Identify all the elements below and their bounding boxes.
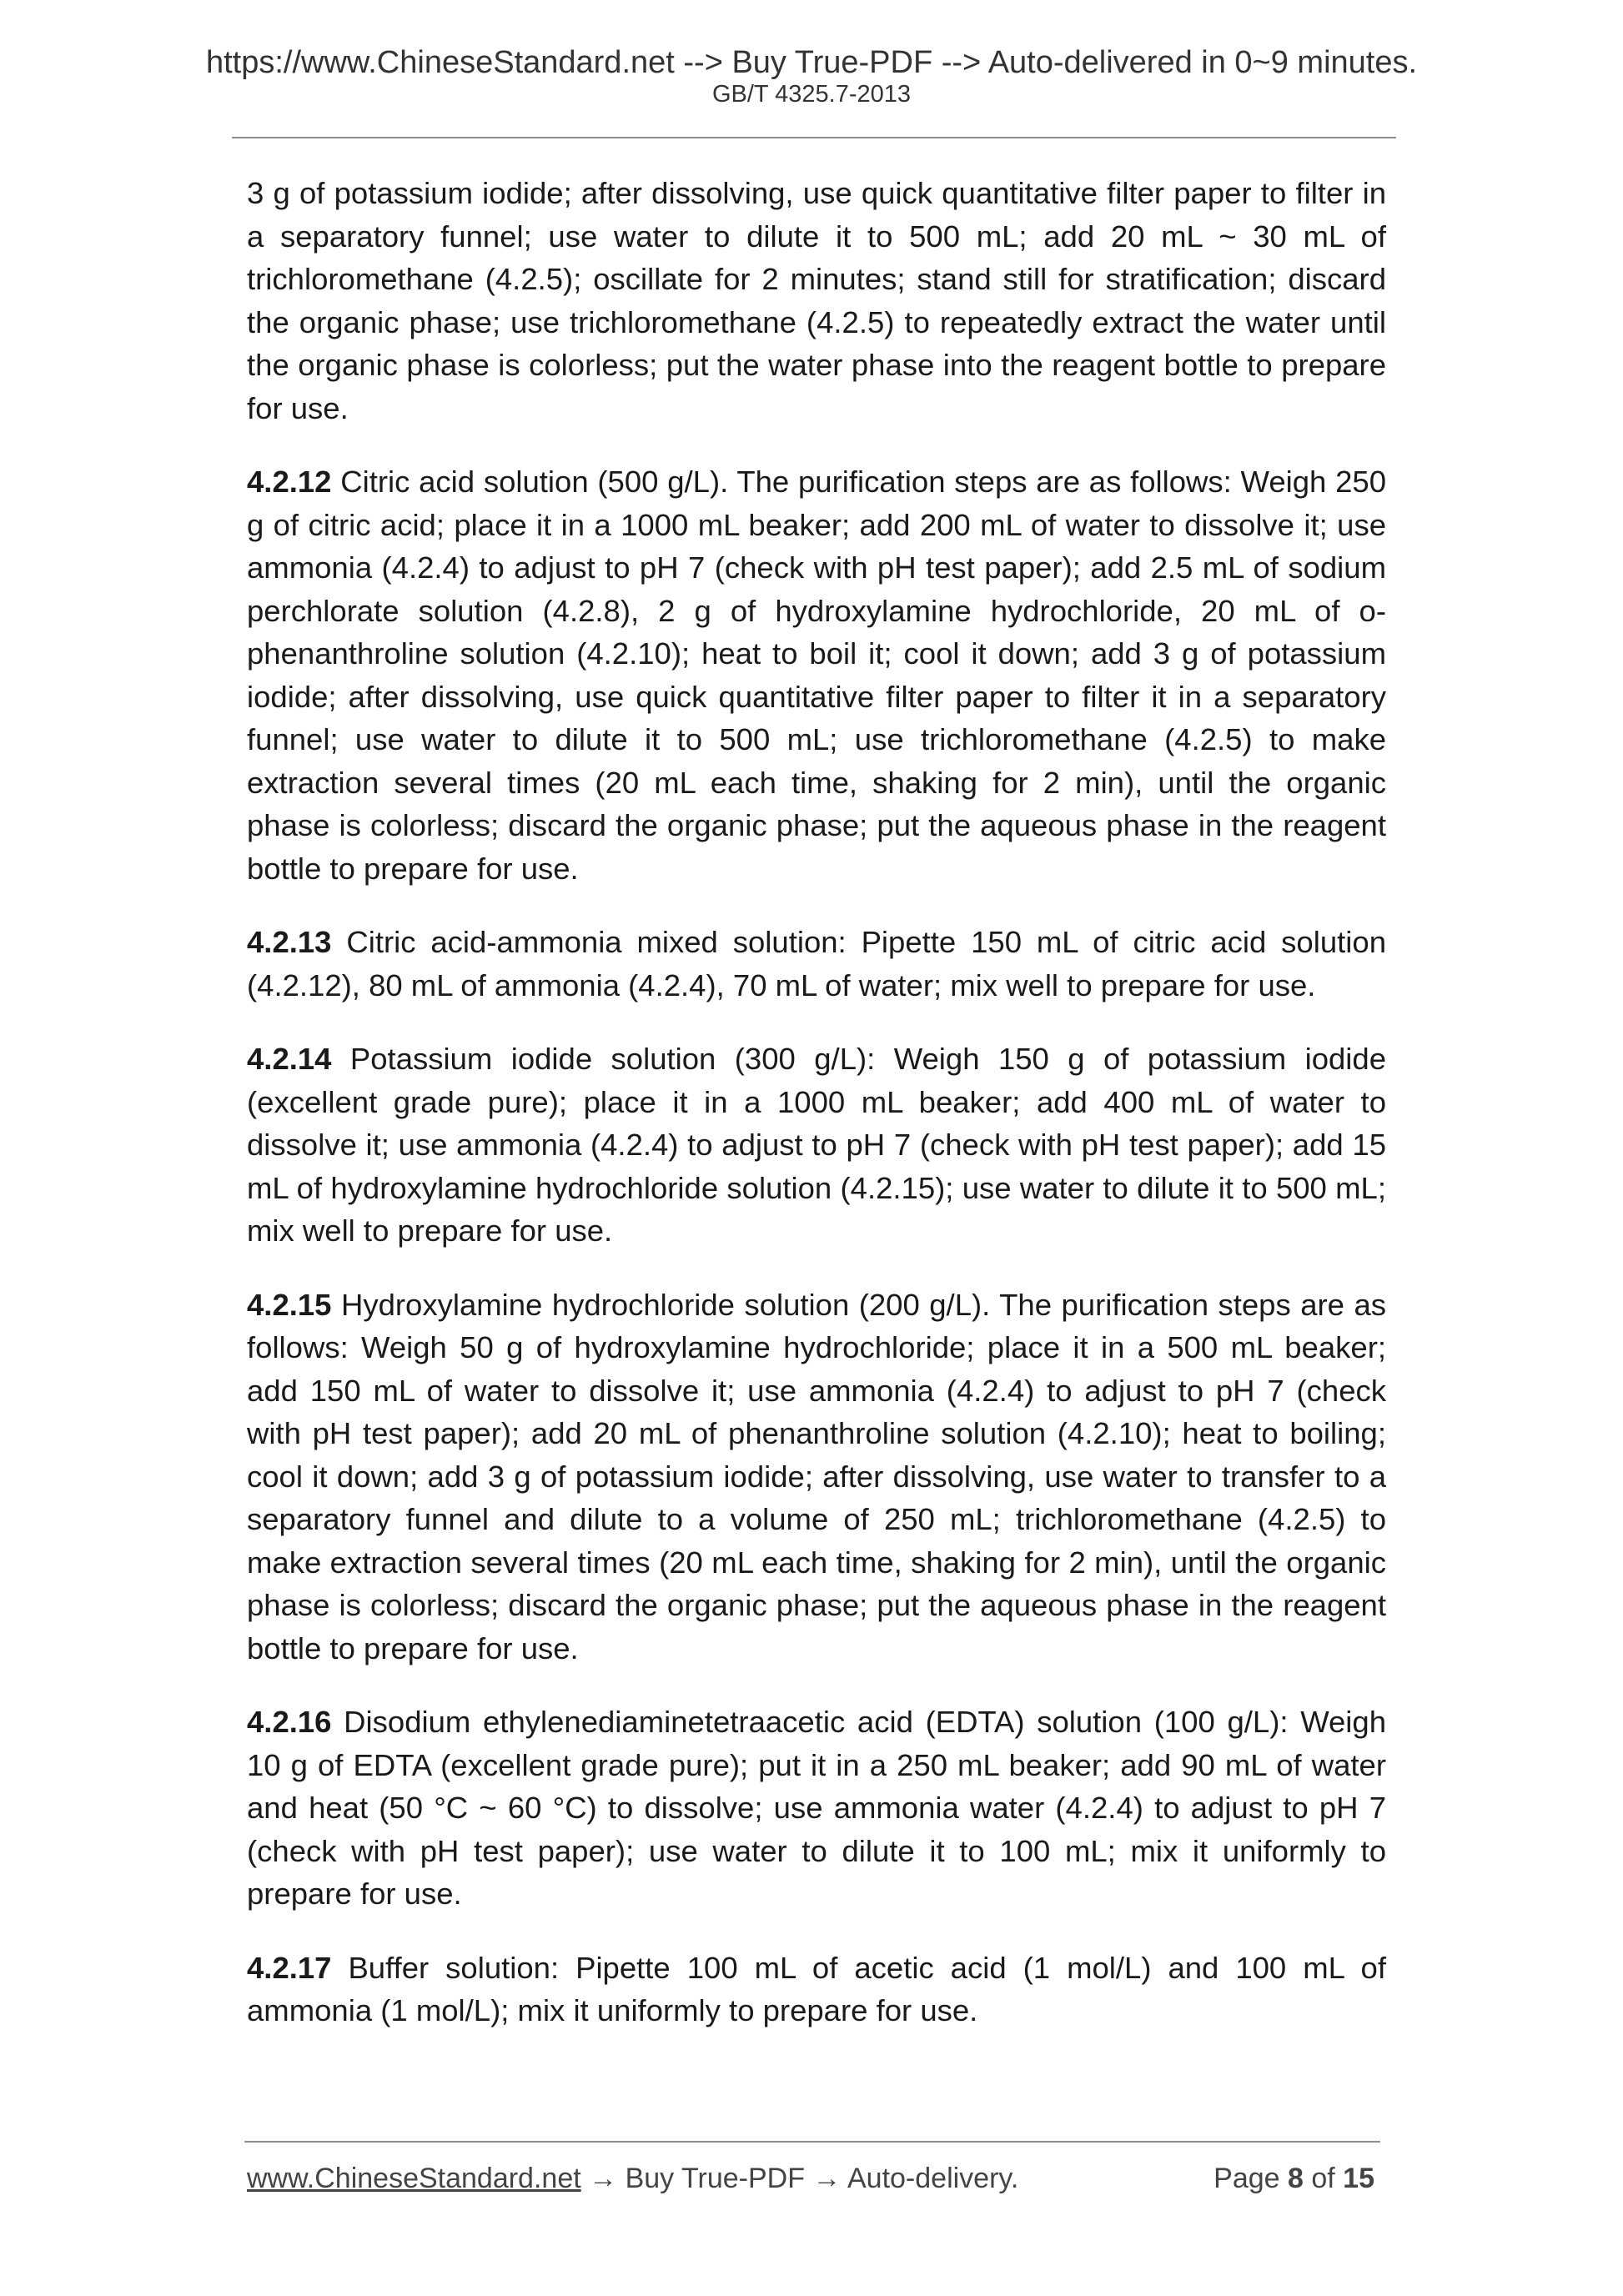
clause-number: 4.2.14 xyxy=(247,1042,332,1076)
paragraph-text: Disodium ethylenediaminetetraacetic acid (EDTA) solution (100 g/L): Weigh 10 g of EDTA (excellent grade pure); put it in a 250 mL beaker; add 90 mL of water and heat (50 °C ~ 60 °C) to dissolve; use ammonia water (4.2.4) to adjust to pH 7 (check with pH test paper); use water to dilute it to 100 mL; mix it uniformly to prepare for use. xyxy=(247,1705,1386,1911)
website-link[interactable]: www.ChineseStandard.net xyxy=(247,2163,581,2194)
footer-divider xyxy=(244,2141,1380,2143)
paragraph-4-2-13 xyxy=(247,921,1386,1007)
paragraph-text: 3 g of potassium iodide; after dissolving, use quick quantitative filter paper to filter in a separatory funnel; use water to dilute it to 500 mL; add 20 mL ~ 30 mL of trichloromethane (4.2.5); oscillate for 2 minutes; stand still for stratification; discard the organic phase; use trichloromethane (4.2.5) to repeatedly extract the water until the organic phase is colorless; put the water phase into the reagent bottle to prepare for use. xyxy=(247,176,1386,425)
clause-number: 4.2.15 xyxy=(247,1287,332,1322)
document-body xyxy=(247,172,1386,2063)
paragraph-continuation xyxy=(247,172,1386,430)
paragraph-4-2-12 xyxy=(247,460,1386,890)
paragraph-text: Citric acid-ammonia mixed solution: Pipette 150 mL of citric acid solution (4.2.12), 80 mL of ammonia (4.2.4), 70 mL of water; mix well to prepare for use. xyxy=(247,925,1386,1002)
paragraph-text: Citric acid solution (500 g/L). The purification steps are as follows: Weigh 250 g of citric acid; place it in a 1000 mL beaker; add 200 mL of water to dissolve it; use ammonia (4.2.4) to adjust to pH 7 (check with pH test paper); add 2.5 mL of sodium perchlorate solution (4.2.8), 2 g of hydroxylamine hydrochloride, 20 mL of o-phenanthroline solution (4.2.10); heat to boil it; cool it down; add 3 g of potassium iodide; after dissolving, use quick quantitative filter paper to filter it in a separatory funnel; use water to dilute it to 500 mL; use trichloromethane (4.2.5) to make extraction several times (20 mL each time, shaking for 2 min), until the organic phase is colorless; discard the organic phase; put the aqueous phase in the reagent bottle to prepare for use. xyxy=(247,465,1386,886)
paragraph-text: Hydroxylamine hydrochloride solution (200 g/L). The purification steps are as follows: Weigh 50 g of hydroxylamine hydrochloride; place it in a 500 mL beaker; add 150 mL of water to dissolve it; use ammonia (4.2.4) to adjust to pH 7 (check with pH test paper); add 20 mL of phenanthroline solution (4.2.10); heat to boiling; cool it down; add 3 g of potassium iodide; after dissolving, use water to transfer to a separatory funnel and dilute to a volume of 250 mL; trichloromethane (4.2.5) to make extraction several times (20 mL each time, shaking for 2 min), until the organic phase is colorless; discard the organic phase; put the aqueous phase in the reagent bottle to prepare for use. xyxy=(247,1287,1386,1665)
clause-number: 4.2.13 xyxy=(247,925,332,959)
clause-number: 4.2.12 xyxy=(247,465,332,499)
document-code: GB/T 4325.7-2013 xyxy=(711,81,912,108)
paragraph-4-2-17 xyxy=(247,1947,1386,2032)
paragraph-4-2-14 xyxy=(247,1037,1386,1253)
clause-number: 4.2.16 xyxy=(247,1705,332,1739)
page-number: 8 xyxy=(1288,2163,1304,2194)
top-banner: https://www.ChineseStandard.net --> Buy True-PDF --> Auto-delivered in 0~9 minutes. xyxy=(205,45,1418,80)
footer-tagline: → Buy True-PDF → Auto-delivery. xyxy=(580,2163,1019,2194)
page-total: 15 xyxy=(1343,2163,1374,2194)
paragraph-text: Buffer solution: Pipette 100 mL of acetic acid (1 mol/L) and 100 mL of ammonia (1 mol/L); mix it uniformly to prepare for use. xyxy=(247,1950,1386,2027)
paragraph-4-2-16 xyxy=(247,1701,1386,1916)
footer-promo xyxy=(247,2160,1018,2197)
page-indicator xyxy=(1213,2160,1374,2197)
clause-number: 4.2.17 xyxy=(247,1950,332,1985)
header-divider xyxy=(232,137,1396,138)
page-footer xyxy=(247,2160,1381,2197)
paragraph-4-2-15 xyxy=(247,1284,1386,1671)
page-label: Page xyxy=(1213,2163,1288,2194)
page-of-label: of xyxy=(1303,2163,1344,2194)
paragraph-text: Potassium iodide solution (300 g/L): Weigh 150 g of potassium iodide (excellent grade pure); place it in a 1000 mL beaker; add 400 mL of water to dissolve it; use ammonia (4.2.4) to adjust to pH 7 (check with pH test paper); add 15 mL of hydroxylamine hydrochloride solution (4.2.15); use water to dilute it to 500 mL; mix well to prepare for use. xyxy=(247,1042,1386,1248)
